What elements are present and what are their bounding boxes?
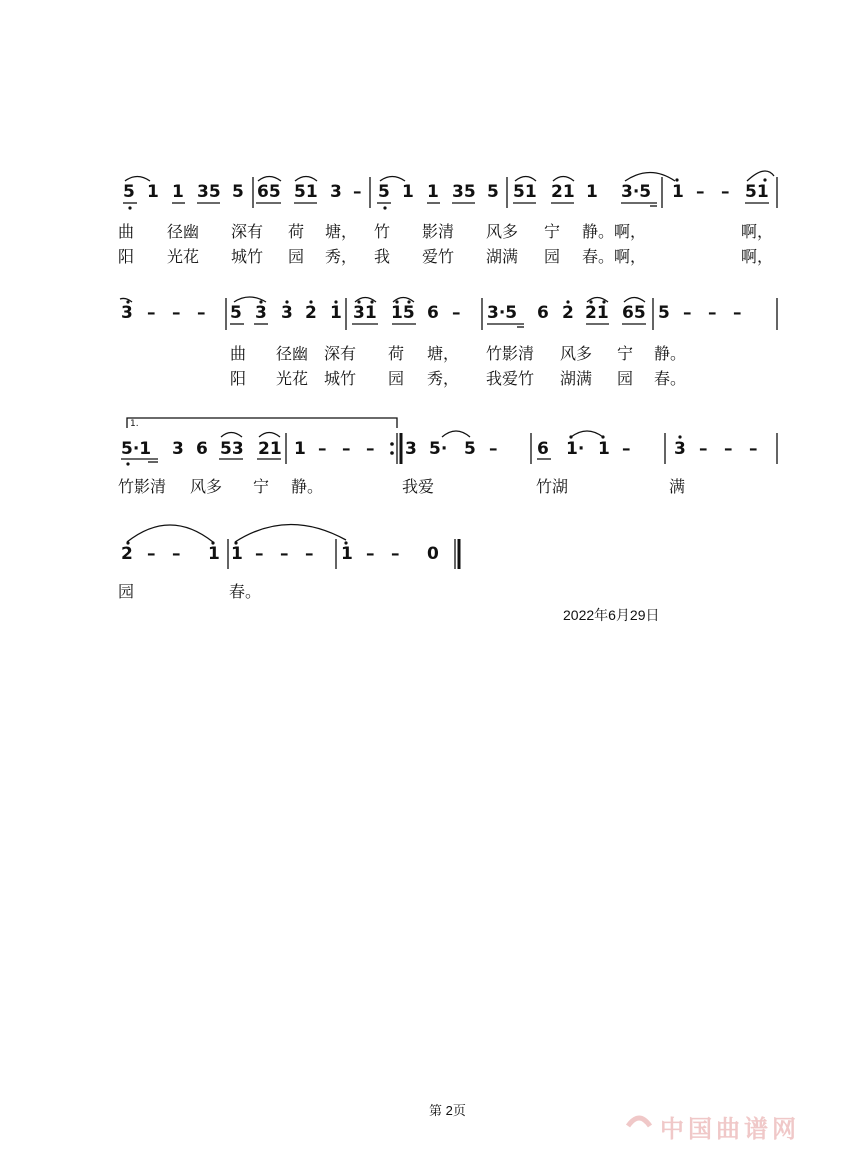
lyric: 秀， xyxy=(325,247,358,266)
note: 35 xyxy=(197,182,221,202)
lyric: 我 xyxy=(374,247,391,266)
note: 1 xyxy=(330,303,342,323)
slur xyxy=(125,177,150,182)
note: 51 xyxy=(513,182,537,202)
note: 6 xyxy=(537,439,549,459)
slur xyxy=(515,177,536,182)
dash: – xyxy=(280,544,289,564)
lyric: 荷 xyxy=(388,344,405,363)
note: 21 xyxy=(551,182,575,202)
dash: – xyxy=(452,303,461,323)
note: 1 xyxy=(172,182,184,202)
dash: – xyxy=(366,439,375,459)
note: 5 xyxy=(123,182,135,202)
note: 1 xyxy=(402,182,414,202)
lower-octave-dot xyxy=(128,206,131,209)
lyric: 园 xyxy=(388,369,405,388)
note: 1 xyxy=(341,544,353,564)
dash: – xyxy=(733,303,742,323)
lyric: 塘， xyxy=(325,222,358,241)
lyric: 啊， xyxy=(741,247,774,266)
note: 6 xyxy=(196,439,208,459)
page-number: 第 2页 xyxy=(429,1103,466,1118)
dash: – xyxy=(696,182,705,202)
lyric: 我爱 xyxy=(402,477,435,496)
lyric: 径幽 xyxy=(167,222,200,241)
dash: – xyxy=(749,439,758,459)
lyric: 春。 xyxy=(229,582,262,601)
note: 3 xyxy=(121,303,133,323)
slur xyxy=(120,298,132,302)
note: 3 xyxy=(255,303,267,323)
lyric: 荷 xyxy=(288,222,305,241)
slur xyxy=(295,177,317,182)
lyric: 湖满 xyxy=(560,369,593,388)
dash: – xyxy=(172,544,181,564)
note: 21 xyxy=(258,439,282,459)
lyric: 园 xyxy=(118,582,135,601)
volta-bracket xyxy=(127,418,397,428)
lyric: 阳 xyxy=(230,369,247,388)
note: 5 xyxy=(487,182,499,202)
lyric: 竹影清 xyxy=(118,477,167,496)
note: 3 xyxy=(674,439,686,459)
slur xyxy=(625,173,675,182)
dash: – xyxy=(699,439,708,459)
note: 5·1 xyxy=(121,439,152,459)
note: 51 xyxy=(745,182,769,202)
note: 3 xyxy=(281,303,293,323)
dash: – xyxy=(197,303,206,323)
lyric: 春。啊， xyxy=(582,247,647,266)
lyric: 啊， xyxy=(741,222,774,241)
lyric: 园 xyxy=(544,247,561,266)
slur xyxy=(553,177,574,182)
note: 1· xyxy=(566,439,585,459)
slur xyxy=(747,171,774,181)
note: 21 xyxy=(585,303,609,323)
lyric: 风多 xyxy=(560,344,593,363)
lyric: 阳 xyxy=(118,247,135,266)
lyric: 湖满 xyxy=(486,247,519,266)
lyric: 曲 xyxy=(230,344,247,363)
lyric: 宁 xyxy=(617,344,634,363)
lyric: 城竹 xyxy=(231,247,264,266)
lyric: 风多 xyxy=(190,477,223,496)
lyric: 宁 xyxy=(544,222,561,241)
lyric: 深有 xyxy=(324,344,357,363)
slur xyxy=(624,298,645,303)
date: 2022年6月29日 xyxy=(563,607,660,623)
dash: – xyxy=(724,439,733,459)
note: 3·5 xyxy=(487,303,518,323)
lyric: 径幽 xyxy=(276,344,309,363)
note: 1 xyxy=(208,544,220,564)
note: 2 xyxy=(562,303,574,323)
note: 5 xyxy=(464,439,476,459)
note: 1 xyxy=(672,182,684,202)
slur xyxy=(235,524,346,542)
dash: – xyxy=(683,303,692,323)
dash: – xyxy=(391,544,400,564)
lyric: 竹湖 xyxy=(536,477,569,496)
lyric: 静。啊， xyxy=(582,222,647,241)
dash: – xyxy=(622,439,631,459)
note: 1 xyxy=(294,439,306,459)
note: 1 xyxy=(147,182,159,202)
lyric: 竹影清 xyxy=(486,344,535,363)
dash: – xyxy=(147,303,156,323)
note: 2 xyxy=(305,303,317,323)
slur xyxy=(442,431,470,437)
lyric: 静。 xyxy=(291,477,324,496)
dash: – xyxy=(147,544,156,564)
repeat-dot xyxy=(390,442,394,446)
lyric: 风多 xyxy=(486,222,519,241)
lyric: 宁 xyxy=(253,477,270,496)
lyric: 我爱竹 xyxy=(486,369,535,388)
slur xyxy=(380,177,405,182)
note: 3 xyxy=(405,439,417,459)
dash: – xyxy=(721,182,730,202)
lyric: 光花 xyxy=(167,247,200,266)
note: 65 xyxy=(622,303,646,323)
lyric: 城竹 xyxy=(324,369,357,388)
lyric: 爱竹 xyxy=(422,247,455,266)
lyric: 深有 xyxy=(231,222,264,241)
lyric: 影清 xyxy=(422,222,455,241)
volta-label: 1. xyxy=(130,419,139,429)
dash: – xyxy=(342,439,351,459)
note: 6 xyxy=(537,303,549,323)
repeat-dot xyxy=(390,451,394,455)
slur xyxy=(127,525,213,542)
note: 2 xyxy=(121,544,133,564)
note: 1 xyxy=(586,182,598,202)
dash: – xyxy=(305,544,314,564)
lyric: 静。 xyxy=(654,344,687,363)
note: 15 xyxy=(391,303,415,323)
note: 51 xyxy=(294,182,318,202)
dash: – xyxy=(255,544,264,564)
watermark: 中国曲谱网 xyxy=(660,1115,800,1143)
lyric: 秀， xyxy=(427,369,460,388)
dash: – xyxy=(172,303,181,323)
note: 53 xyxy=(220,439,244,459)
lower-octave-dot xyxy=(383,206,386,209)
note: 5 xyxy=(232,182,244,202)
lyric: 塘， xyxy=(427,344,460,363)
note: 3 xyxy=(330,182,342,202)
dash: – xyxy=(318,439,327,459)
note: 5 xyxy=(378,182,390,202)
note: 3 xyxy=(172,439,184,459)
slur xyxy=(259,433,280,438)
lyric: 光花 xyxy=(276,369,309,388)
note: 5 xyxy=(230,303,242,323)
dash: – xyxy=(366,544,375,564)
note: 1 xyxy=(427,182,439,202)
note: 6 xyxy=(427,303,439,323)
note: 1 xyxy=(598,439,610,459)
slur xyxy=(571,431,603,437)
lyric: 园 xyxy=(617,369,634,388)
slur xyxy=(221,433,242,438)
lyric: 园 xyxy=(288,247,305,266)
lyric: 竹 xyxy=(374,222,391,241)
note: 31 xyxy=(353,303,377,323)
lower-octave-dot xyxy=(126,462,129,465)
note: 5· xyxy=(429,439,448,459)
note: 65 xyxy=(257,182,281,202)
lyric: 满 xyxy=(669,477,686,496)
dash: – xyxy=(489,439,498,459)
note: 1 xyxy=(231,544,243,564)
watermark-logo-icon xyxy=(626,1112,652,1132)
note: 3·5 xyxy=(621,182,652,202)
note: 35 xyxy=(452,182,476,202)
lyric: 曲 xyxy=(118,222,135,241)
dash: – xyxy=(353,182,362,202)
note: 5 xyxy=(658,303,670,323)
dash: – xyxy=(708,303,717,323)
lyric: 春。 xyxy=(654,369,687,388)
note: 0 xyxy=(427,544,439,564)
slur xyxy=(258,177,281,182)
